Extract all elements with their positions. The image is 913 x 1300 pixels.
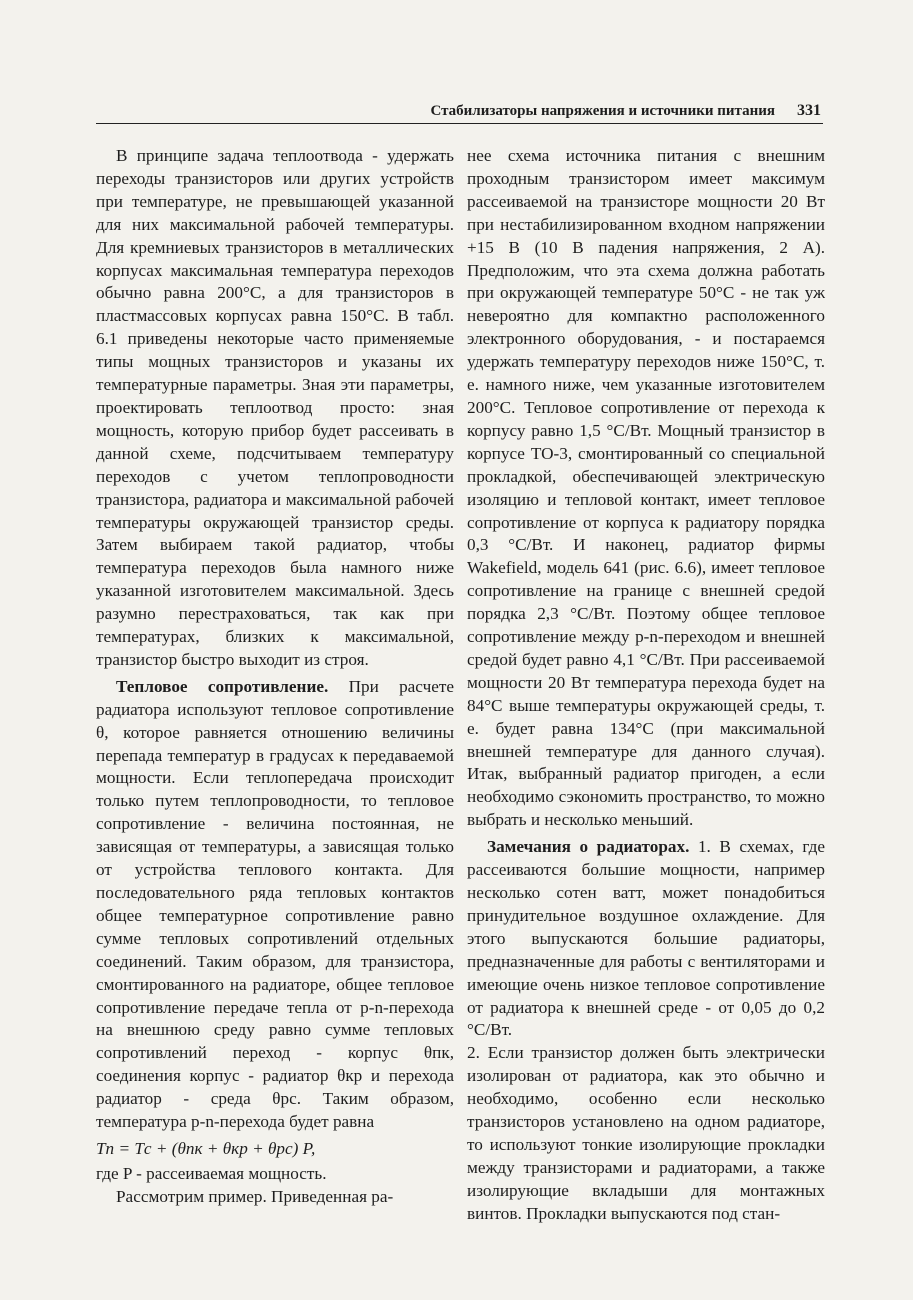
radiator-note-1-text: 1. В схемах, где рассеиваются большие мощности, например несколько сотен ватт, может понадобиться принудительное воздушное охлаждение. Для этого выпускаются большие радиаторы, предназначенные для работы с вентиляторами и имеющие очень низкое тепловое сопротивление от радиатора к внешней среде - от 0,05 до 0,2 °С/Вт. [467, 837, 825, 1040]
paragraph-power-definition: где P - рассеиваемая мощность. [96, 1163, 327, 1183]
left-column [96, 145, 454, 1209]
paragraph-radiator-note-2: 2. Если транзистор должен быть электрически изолирован от радиатора, как это обычно и необходимо, особенно если несколько транзисторов установлено на одном радиаторе, то используют тонкие изолирующие прокладки между транзисторами и радиаторами, а также изолирующие вкладыши для монтажных винтов. Прокладки выпускаются под стан- [467, 1043, 825, 1223]
junction-temperature-formula: Tп = Tс + (θпк + θкр + θрс) P, [96, 1138, 316, 1158]
section-heading-thermal-resistance: Тепловое сопротивление. [116, 676, 329, 696]
chapter-title: Стабилизаторы напряжения и источники питания [430, 103, 775, 119]
right-column [467, 145, 825, 1226]
paragraph-thermal-resistance [96, 676, 454, 1134]
paragraph-radiator-notes [467, 836, 825, 1042]
section-heading-radiator-notes: Замечания о радиаторах. [487, 837, 690, 857]
paragraph-heat-sink-task: В принципе задача теплоотвода - удержать переходы транзисторов или других устройств при температуре, не превышающей указанной для них максимальной рабочей температуры. Для кремниевых транзисторов в металлических корпусах максимальная температура переходов обычно равна 200°С, а для транзисторов в пластмассовых корпусах равна 150°С. В табл. 6.1 приведены некоторые часто применяемые типы мощных транзисторов и указаны их температурные параметры. Зная эти параметры, проектировать теплоотвод просто: зная мощность, которую прибор будет рассеивать в данной схеме, подсчитываем температуру переходов с учетом теплопроводности транзистора, радиатора и максимальной рабочей температуры окружающей транзистор среды. Затем выбираем такой радиатор, чтобы температура переходов была намного ниже указанной изготовителем максимальной. Здесь разумно перестраховаться, так как при температурах, близких к максимальной, транзистор быстро выходит из строя. [96, 146, 454, 669]
paragraph-example-start: Рассмотрим пример. Приведенная ра- [116, 1186, 394, 1206]
page-number: 331 [797, 102, 821, 119]
paragraph-example-continued: нее схема источника питания с внешним проходным транзистором имеет максимум рассеиваемой на транзисторе мощности 20 Вт при нестабилизированном входном напряжении +15 В (10 В падения напряжения, 2 А). Предположим, что эта схема должна работать при окружающей температуре 50°С - не так уж невероятно для компактно расположенного электронного оборудования, - и постараемся удержать температуру переходов ниже 150°С, т. е. намного ниже, чем указанные изготовителем 200°С. Тепловое сопротивление от перехода к корпусу равно 1,5 °С/Вт. Мощный транзистор в корпусе ТО-3, смонтированный со специальной прокладкой, обеспечивающей электрическую изоляцию и тепловой контакт, имеет тепловое сопротивление от корпуса к радиатору порядка 0,3 °С/Вт. И наконец, радиатор фирмы Wakefield, модель 641 (рис. 6.6), имеет тепловое сопротивление на границе с внешней средой порядка 2,3 °С/Вт. Поэтому общее тепловое сопротивление между p-n-переходом и внешней средой будет равно 4,1 °С/Вт. При рассеиваемой мощности 20 Вт температура перехода будет на 84°С выше температуры окружающей среды, т. е. будет равна 134°С (при максимальной внешней температуре для данного случая). Итак, выбранный радиатор пригоден, а если необходимо сэкономить пространство, то можно выбрать и несколько меньший. [467, 146, 825, 830]
running-header [96, 101, 823, 124]
thermal-resistance-text: При расчете радиатора используют тепловое сопротивление θ, которое равняется отношению величины перепада температур в градусах к передаваемой мощности. Если теплопередача происходит только путем теплопроводности, то тепловое сопротивление - величина постоянная, не зависящая от температуры, а зависящая только от устройства теплового контакта. Для последовательного ряда тепловых контактов общее температурное сопротивление равно сумме тепловых сопротивлений отдельных соединений. Таким образом, для транзистора, смонтированного на радиаторе, общее тепловое сопротивление передаче тепла от p-n-перехода на внешнюю среду равно сумме тепловых сопротивлений переход - корпус θпк, соединения корпус - радиатор θкр и перехода радиатор - среда θрс. Таким образом, температура p-n-перехода будет равна [96, 676, 455, 1132]
